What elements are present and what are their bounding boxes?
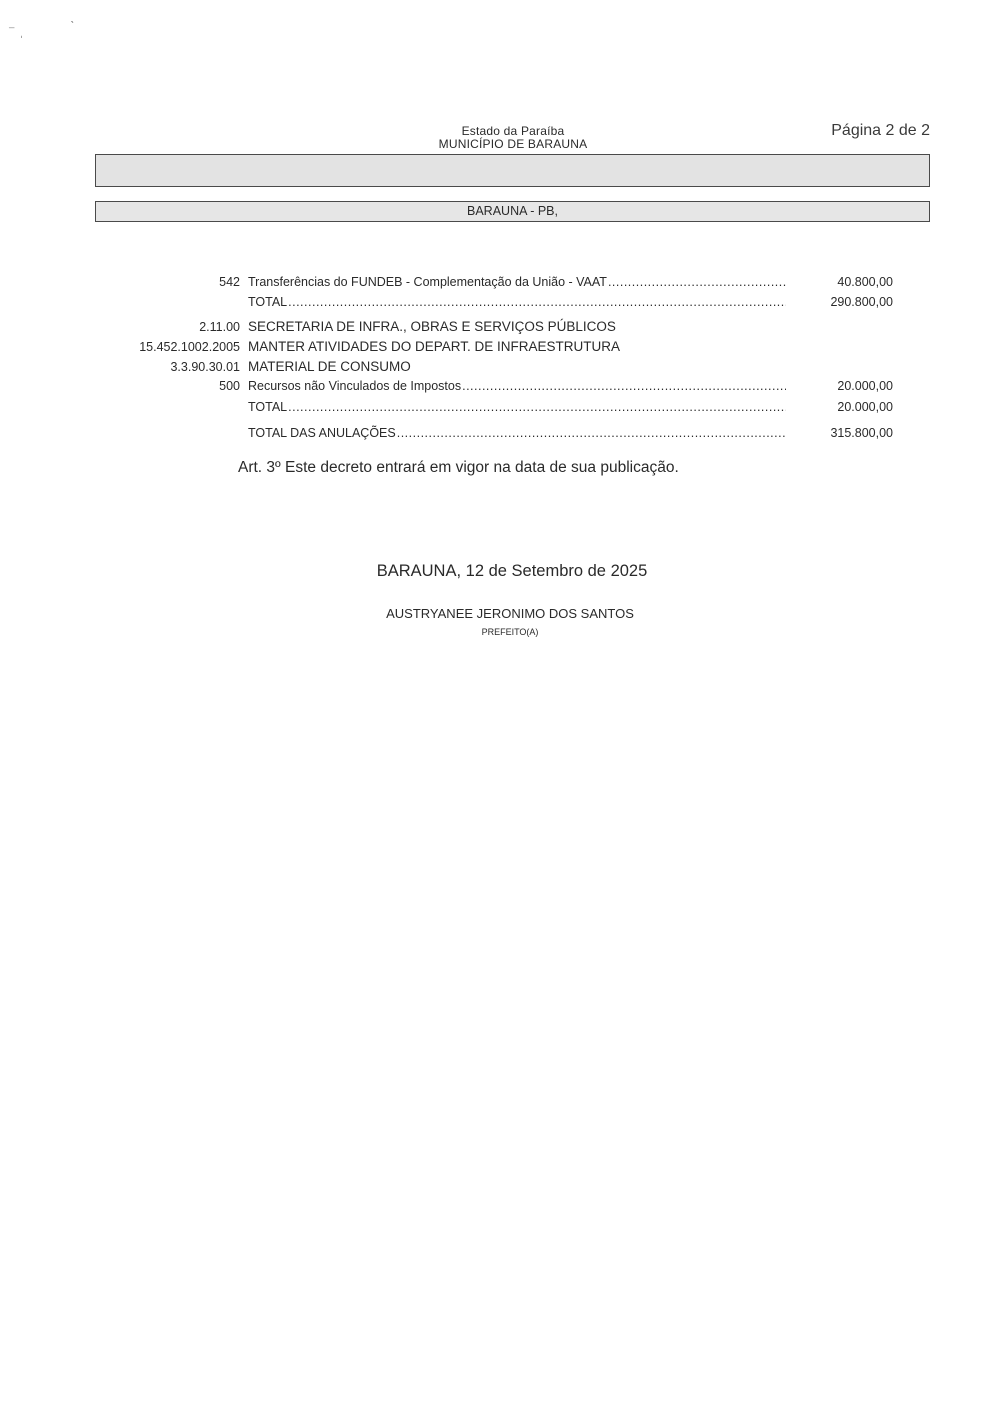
budget-row	[0, 424, 1000, 442]
row-value: 20.000,00	[837, 400, 893, 414]
budget-row	[0, 398, 1000, 416]
row-description: TOTAL .....	[248, 398, 786, 416]
signer-name: AUSTRYANEE JERONIMO DOS SANTOS	[386, 606, 634, 621]
row-value: 290.800,00	[830, 295, 893, 309]
row-description: Transferências do FUNDEB - Complementação da União - VAAT .....	[248, 273, 786, 291]
budget-row	[0, 358, 1000, 376]
budget-row	[0, 273, 1000, 291]
row-description: TOTAL .....	[248, 293, 786, 311]
row-code: 2.11.00	[199, 320, 240, 334]
scan-mark: ⁻ ˌ	[8, 22, 24, 38]
row-description: MANTER ATIVIDADES DO DEPART. DE INFRAESTRUTURA	[248, 339, 621, 354]
date-line: BARAUNA, 12 de Setembro de 2025	[376, 562, 648, 580]
row-description: TOTAL DAS ANULAÇÕES .....	[248, 424, 786, 442]
municipality-name: MUNICÍPIO DE BARAUNA	[438, 137, 588, 151]
city-bar: BARAUNA - PB,	[95, 201, 930, 222]
header-banner	[95, 154, 930, 187]
row-description: SECRETARIA DE INFRA., OBRAS E SERVIÇOS PÚBLICOS	[248, 319, 616, 334]
budget-row	[0, 318, 1000, 336]
scan-mark: ˋ	[70, 18, 75, 34]
row-description: Recursos não Vinculados de Impostos .....	[248, 377, 786, 395]
row-value: 40.800,00	[837, 275, 893, 289]
row-value: 315.800,00	[830, 426, 893, 440]
budget-row	[0, 293, 1000, 311]
page-number: Página 2 de 2	[831, 122, 930, 139]
state-name: Estado da Paraíba	[461, 124, 565, 138]
budget-row	[0, 377, 1000, 395]
row-code: 500	[219, 379, 240, 393]
article-text: Art. 3º Este decreto entrará em vigor na data de sua publicação.	[238, 459, 679, 476]
signer-role: PREFEITO(A)	[481, 627, 539, 637]
budget-row	[0, 338, 1000, 356]
row-value: 20.000,00	[837, 379, 893, 393]
row-code: 542	[219, 275, 240, 289]
row-code: 3.3.90.30.01	[170, 360, 240, 374]
row-code: 15.452.1002.2005	[139, 340, 240, 354]
row-description: MATERIAL DE CONSUMO	[248, 359, 411, 374]
